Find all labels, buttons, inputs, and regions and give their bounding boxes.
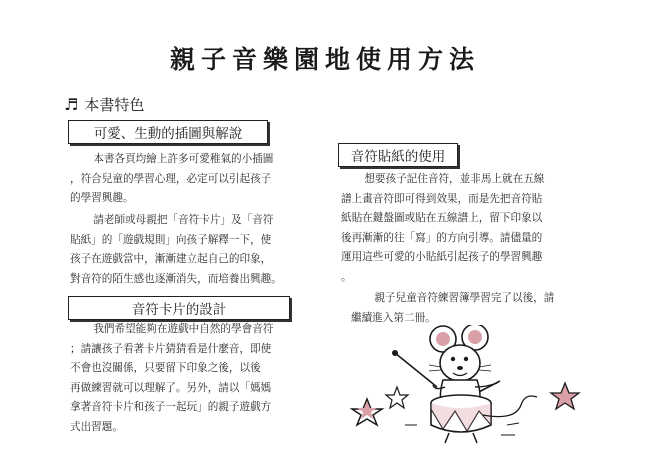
features-heading-label: 本書特色 [84,96,145,114]
page-title: 親子音樂園地使用方法 [169,45,480,74]
section-heading-note-stickers: 音符貼紙的使用 [338,143,458,167]
text-line: ；請讓孩子看著卡片猜猜看是什麼音，即使 [70,342,272,355]
text-line: 孩子在遊戲當中，漸漸建立起自己的印象， [70,253,272,265]
text-line: 紙貼在鍵盤圖或貼在五線譜上，留下印象以 [341,212,543,224]
star-icon [551,383,579,409]
text-line: 對音符的陌生感也逐漸消失，而培養出興趣。 [70,272,282,285]
mouse-drummer-icon [345,325,585,447]
text-line: 後再漸漸的往「寫」的方向引導。請儘量的 [341,231,543,244]
text-line: 親子兒童音符練習簿學習完了以後，請 [374,292,555,304]
text-line: 貼紙」的「遊戲規則」向孩子解釋一下，使 [70,233,272,246]
section2-paragraph [70,320,302,437]
star-icon [352,399,382,425]
music-note-icon: ♬ [64,95,79,114]
text-line: 的學習興趣。 [70,192,134,204]
section-heading-illustrations: 可愛、生動的插圖與解說 [68,120,268,144]
text-line: ，符合兒童的學習心理，必定可以引起孩子 [70,172,272,185]
text-line: 譜上畫音符即可得到效果，而是先把音符貼 [341,192,543,205]
text-line: 式出習題。 [70,420,123,433]
text-line: 繼續進入第二冊。 [351,311,436,324]
section-heading-note-cards: 音符卡片的設計 [68,296,290,320]
section1-paragraph-2 [70,211,302,289]
text-line: 再做練習就可以理解了。另外，請以「媽媽 [70,381,272,394]
text-line: 拿著音符卡片和孩子一起玩」的親子遊戲方 [70,401,272,413]
features-heading [64,94,144,115]
text-line: 我們希望能夠在遊戲中自然的學會音符 [93,323,274,335]
text-line: 不會也沒關係，只要留下印象之後，以後 [70,362,261,374]
section1-paragraph-1 [70,150,302,209]
text-line: 請老師或母親把「音符卡片」及「音符 [93,214,274,226]
text-line: 想要孩子記住音符，並非馬上就在五線 [364,173,545,185]
star-icon [386,387,408,408]
text-line: 本書各頁均繪上許多可愛稚氣的小插圖 [93,153,274,165]
text-line: 。 [341,270,352,283]
section3-paragraph [341,170,573,287]
text-line: 運用這些可愛的小貼紙引起孩子的學習興趣 [341,251,543,263]
closing-paragraph [351,289,583,328]
